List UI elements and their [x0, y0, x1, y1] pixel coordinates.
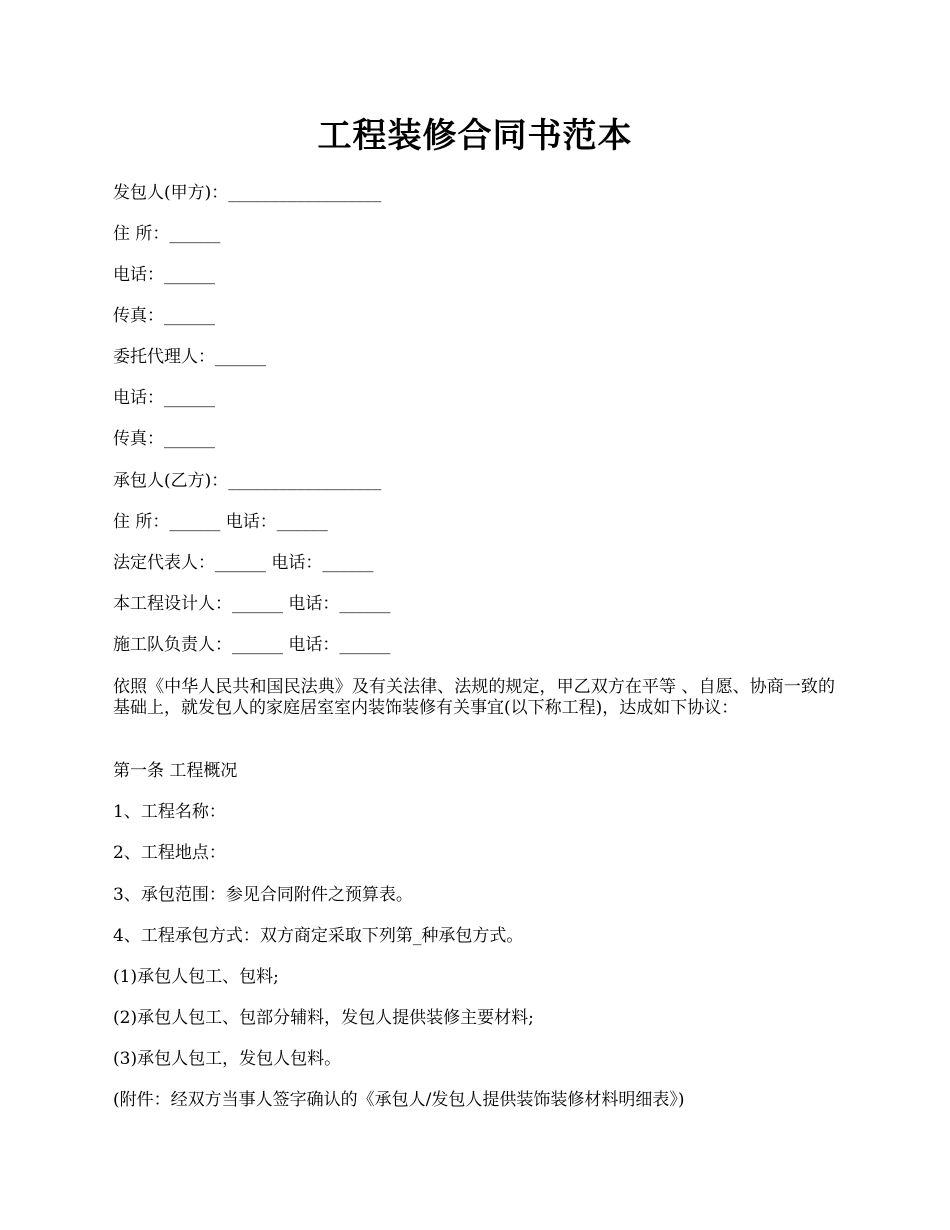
agent-phone-line: 电话：______ [113, 388, 215, 408]
agent-fax-line: 传真：______ [113, 429, 215, 449]
contract-method-item: 4、工程承包方式：双方商定采取下列第_种承包方式。 [113, 926, 524, 946]
contractor-address-line: 住 所：______ 电话：______ [113, 512, 328, 532]
crew-leader-line: 施工队负责人：______ 电话：______ [113, 635, 391, 655]
intro-paragraph: 依照《中华人民共和国民法典》及有关法律、法规的规定，甲乙双方在平等 、自愿、协商一致的基础上，就发包人的家庭居室室内装饰装修有关事宜(以下称工程)，达成如下协议： [113, 677, 835, 718]
designer-line: 本工程设计人：______ 电话：______ [113, 594, 391, 614]
contractor-line: 承包人(乙方)：__________________ [113, 471, 382, 491]
method-option-3: (3)承包人包工，发包人包料。 [113, 1049, 342, 1069]
agent-line: 委托代理人：______ [113, 347, 266, 367]
document-title: 工程装修合同书范本 [317, 116, 633, 156]
article-1-heading: 第一条 工程概况 [113, 761, 238, 781]
attachment-note: (附件：经双方当事人签字确认的《承包人/发包人提供装饰装修材料明细表》) [113, 1090, 685, 1110]
employer-phone-line: 电话：______ [113, 265, 215, 285]
employer-fax-line: 传真：______ [113, 306, 215, 326]
employer-line: 发包人(甲方)：__________________ [113, 183, 382, 203]
method-option-2: (2)承包人包工、包部分辅料，发包人提供装修主要材料; [113, 1008, 534, 1028]
method-option-1: (1)承包人包工、包料; [113, 967, 279, 987]
employer-address-line: 住 所：______ [113, 224, 221, 244]
project-name-item: 1、工程名称： [113, 802, 226, 822]
contract-scope-item: 3、承包范围：参见合同附件之预算表。 [113, 885, 413, 905]
legal-representative-line: 法定代表人：______ 电话：______ [113, 553, 374, 573]
project-location-item: 2、工程地点： [113, 843, 226, 863]
